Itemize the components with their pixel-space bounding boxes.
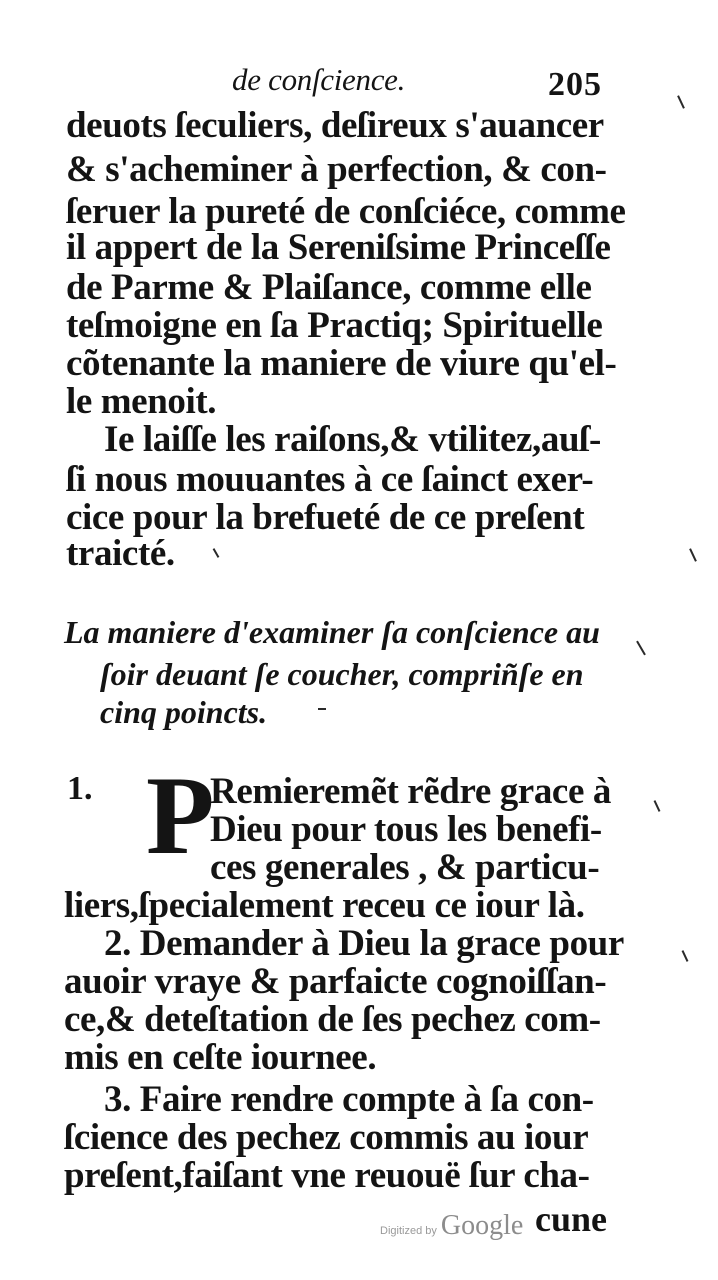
text-line: 3. Faire rendre compte à ſa con-	[104, 1079, 594, 1120]
google-logo: Google	[440, 1210, 524, 1241]
drop-cap-initial: P	[146, 754, 215, 878]
text-line: ſeruer la pureté de conſciéce, comme	[66, 191, 626, 232]
text-line: deuots ſeculiers, deſireux s'auancer	[66, 105, 604, 146]
scan-speck	[689, 548, 697, 562]
section-heading-line: cinq poincts.	[100, 694, 268, 730]
scan-speck	[213, 548, 220, 558]
text-line: mis en ceſte iournee.	[64, 1037, 377, 1078]
digitized-watermark	[380, 1210, 523, 1242]
scan-speck	[654, 800, 661, 812]
text-line: Dieu pour tous les benefi-	[210, 809, 602, 850]
text-line: ce,& deteſtation de ſes pechez com-	[64, 999, 601, 1040]
text-line: liers,ſpecialement receu ce iour là.	[64, 885, 585, 926]
catch-word: cune	[535, 1199, 607, 1239]
point-number: 1.	[67, 770, 93, 807]
text-line: ſi nous mouuantes à ce ſainct exer-	[66, 459, 594, 500]
text-line: il appert de la Sereniſsime Princeſſe	[66, 227, 611, 268]
text-line: Ie laiſſe les raiſons,& vtilitez,auſ-	[104, 419, 601, 460]
text-line: 2. Demander à Dieu la grace pour	[104, 923, 624, 964]
running-title: de conſcience.	[232, 62, 406, 97]
text-line: Remieremẽt rẽdre grace à	[210, 771, 611, 812]
text-line: le menoit.	[66, 381, 217, 422]
section-heading-line: La maniere d'examiner ſa conſcience au	[64, 614, 600, 650]
text-line: cõtenante la maniere de viure qu'el-	[66, 343, 617, 384]
scan-speck	[318, 708, 326, 710]
text-line: & s'acheminer à perfection, & con-	[66, 149, 607, 190]
page-number: 205	[548, 66, 602, 103]
text-line: preſent,faiſant vne reuouë ſur cha-	[64, 1155, 590, 1196]
text-line: de Parme & Plaiſance, comme elle	[66, 267, 592, 308]
text-line: teſmoigne en ſa Practiq; Spirituelle	[66, 305, 603, 346]
text-line: auoir vraye & parfaicte cognoiſſan-	[64, 961, 607, 1002]
section-heading-line: ſoir deuant ſe coucher, compriñſe en	[100, 656, 584, 692]
scan-speck	[682, 950, 689, 962]
scan-speck	[677, 95, 685, 109]
watermark-prefix: Digitized by	[380, 1225, 437, 1237]
text-line: traicté.	[66, 533, 175, 574]
text-line: cice pour la brefueté de ce preſent	[66, 497, 585, 538]
text-line: ces generales , & particu-	[210, 847, 600, 888]
text-line: ſcience des pechez commis au iour	[64, 1117, 589, 1158]
scan-speck	[636, 641, 646, 656]
